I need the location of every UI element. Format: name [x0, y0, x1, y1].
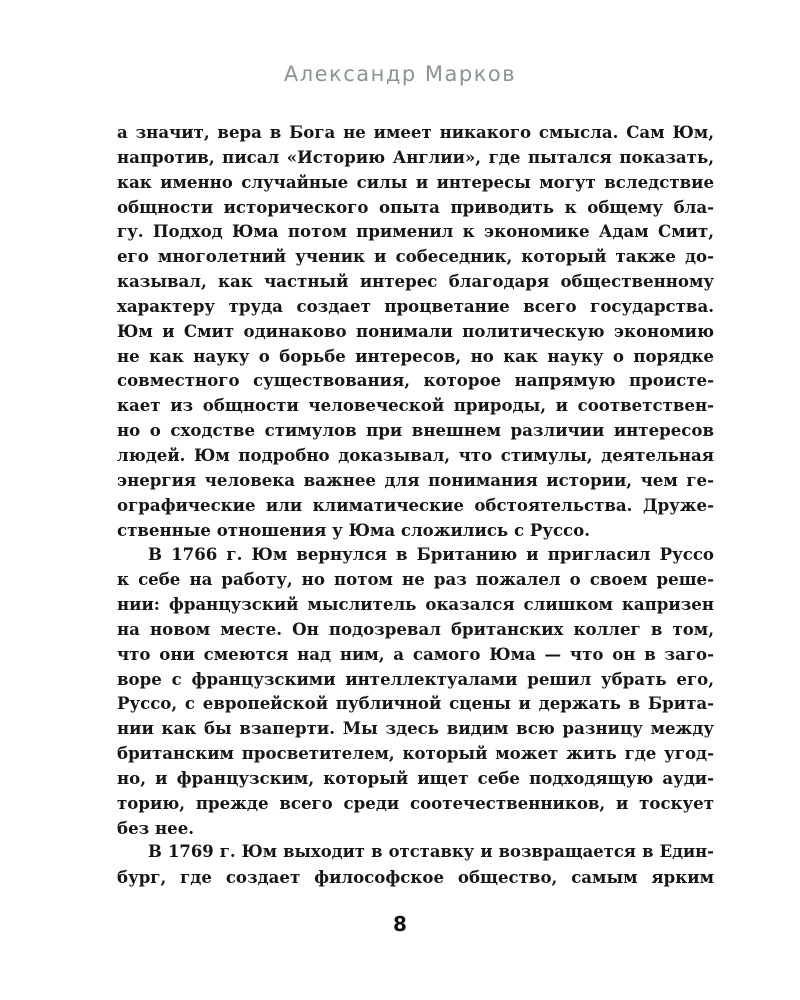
text-line: нии: французский мыслитель оказался слишком капризен [117, 594, 714, 615]
paragraph-end-line: ственные отношения у Юма сложились с Руссо. [117, 519, 590, 540]
text-line: совместного существования, которое напрямую происте- [117, 370, 714, 391]
text-line: гу. Подход Юма потом применил к экономике Адам Смит, [117, 221, 714, 242]
text-line: Юм и Смит одинаково понимали политическую экономию [117, 320, 714, 341]
text-line: напротив, писал «Историю Англии», где пытался показать, [117, 146, 714, 167]
text-line: бург, где создает философское общество, самым ярким [117, 867, 714, 888]
body-text [117, 120, 714, 890]
text-line: ографические или климатические обстоятельства. Друже- [117, 494, 714, 515]
text-line: его многолетний ученик и собеседник, который также до- [117, 246, 714, 267]
paragraph-end-line: без нее. [117, 817, 195, 838]
page-number: 8 [393, 912, 407, 936]
text-line: торию, прежде всего среди соотечественников, и тоскует [117, 792, 714, 813]
text-line: а значит, вера в Бога не имеет никакого смысла. Сам Юм, [117, 122, 714, 142]
text-line: воре с французскими интеллектуалами решил убрать его, [117, 668, 714, 689]
text-line: что они смеются над ним, а самого Юма — что он в заго- [117, 643, 714, 664]
text-line: Руссо, с европейской публичной сцены и держать в Брита- [117, 693, 714, 714]
paragraph-start-line: В 1766 г. Юм вернулся в Британию и пригласил Руссо [148, 544, 714, 565]
text-line: энергия человека важнее для понимания истории, чем ге- [117, 469, 714, 490]
text-line: британским просветителем, который может жить где угод- [117, 743, 714, 764]
text-line: не как науку о борьбе интересов, но как науку о порядке [117, 345, 714, 366]
text-line: кает из общности человеческой природы, и соответствен- [117, 395, 714, 416]
text-line: нии как бы взаперти. Мы здесь видим всю разницу между [117, 718, 714, 739]
text-line: людей. Юм подробно доказывал, что стимулы, деятельная [117, 444, 714, 465]
running-head-author: Александр Марков [283, 62, 517, 86]
paragraph-start-line: В 1769 г. Юм выходит в отставку и возвращается в Един- [148, 842, 714, 862]
text-line: как именно случайные силы и интересы могут вследствие [117, 171, 714, 192]
text-line: характеру труда создает процветание всего государства. [117, 295, 714, 316]
text-line: казывал, как частный интерес благодаря общественному [117, 271, 714, 292]
text-line: общности исторического опыта приводить к общему бла- [117, 196, 714, 217]
text-line: к себе на работу, но потом не раз пожалел о своем реше- [117, 569, 714, 590]
text-line: но, и французским, который ищет себе подходящую ауди- [117, 767, 714, 788]
text-line: но о сходстве стимулов при внешнем различии интересов [117, 420, 714, 441]
text-line: на новом месте. Он подозревал британских коллег в том, [117, 618, 714, 639]
